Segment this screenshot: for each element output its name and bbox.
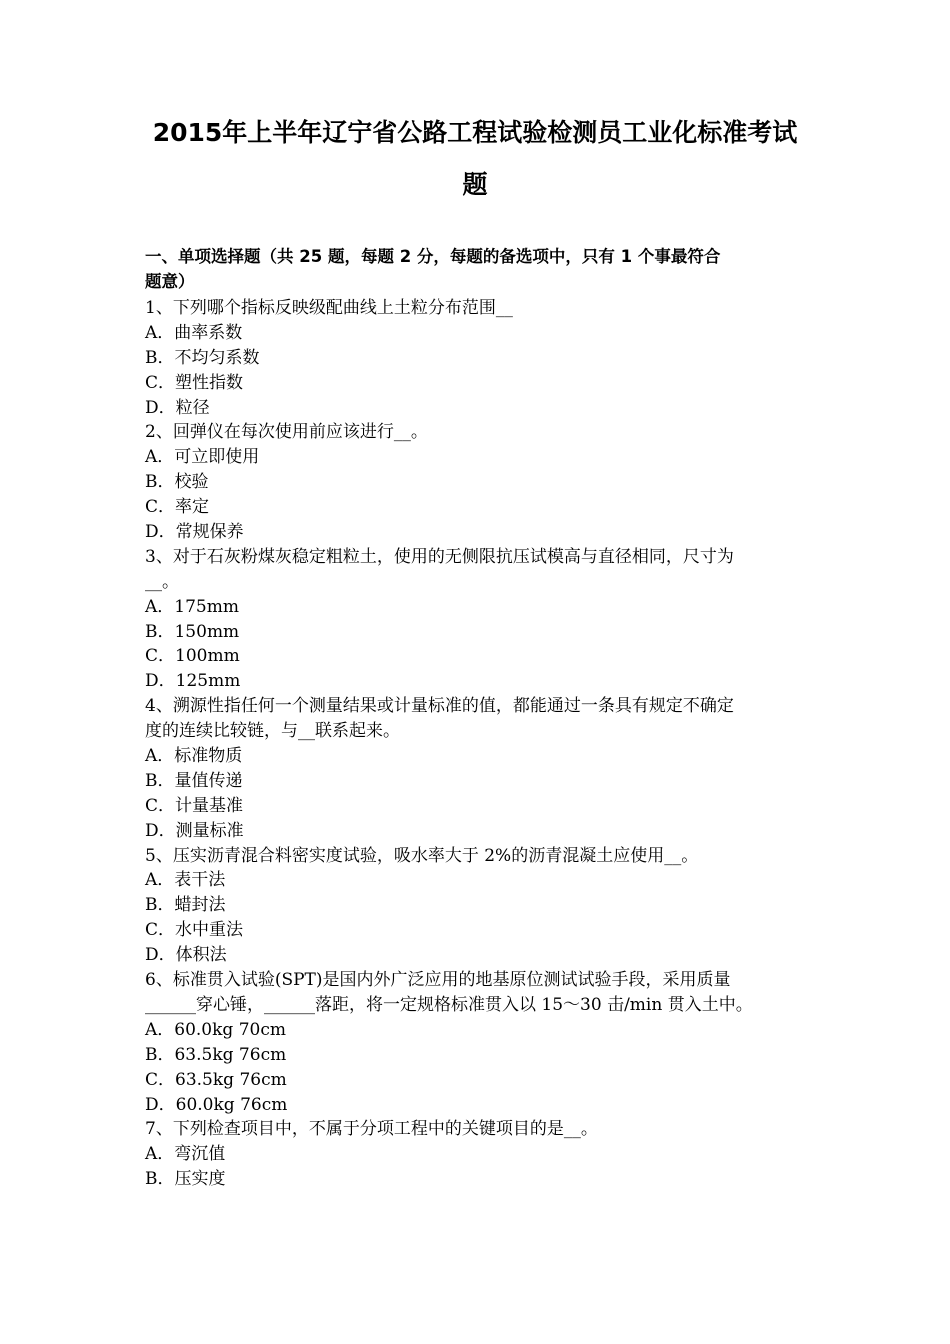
question-5-option-a: A．表干法	[145, 870, 226, 891]
question-3-option-c: C．100mm	[145, 646, 240, 667]
section-heading-line-1: 一、单项选择题（共 25 题，每题 2 分，每题的备选项中，只有 1 个事最符合	[145, 247, 721, 266]
question-4-option-d: D．测量标准	[145, 820, 244, 841]
question-1-option-d: D．粒径	[145, 397, 210, 418]
section-heading	[145, 244, 810, 294]
question-7-stem: 7、下列检查项目中，不属于分项工程中的关键项目的是__。	[145, 1119, 598, 1140]
question-3-stem-cont: __。	[145, 571, 179, 592]
question-1-stem: 1、下列哪个指标反映级配曲线上土粒分布范围__	[145, 298, 513, 318]
section-heading-line-2: 题意）	[145, 272, 195, 291]
question-6-stem-cont: ______穿心锤，______落距，将一定规格标准贯入以 15～30 击/min 贯入土中。	[145, 994, 753, 1015]
question-4-option-a: A．标准物质	[145, 746, 243, 767]
question-2-option-d: D．常规保养	[145, 522, 244, 543]
question-6-option-d: D．60.0kg 76cm	[145, 1094, 288, 1115]
question-3-option-a: A．175mm	[145, 596, 239, 617]
question-3-option-b: B．150mm	[145, 621, 240, 642]
question-4-option-c: C．计量基准	[145, 795, 244, 816]
question-6-option-c: C．63.5kg 76cm	[145, 1069, 287, 1090]
question-5-option-b: B．蜡封法	[145, 895, 226, 916]
question-3-option-d: D．125mm	[145, 671, 241, 692]
question-7-option-b: B．压实度	[145, 1169, 226, 1190]
question-1-option-a: A．曲率系数	[145, 322, 243, 343]
document-title-line-2: 题	[462, 170, 488, 199]
question-4-stem: 4、溯源性指任何一个测量结果或计量标准的值，都能通过一条具有规定不确定	[145, 696, 734, 717]
question-6-option-a: A．60.0kg 70cm	[145, 1019, 286, 1040]
document-title-line-1: 2015年上半年辽宁省公路工程试验检测员工业化标准考试	[152, 118, 798, 147]
question-2-option-b: B．校验	[145, 472, 209, 493]
question-1-option-b: B．不均匀系数	[145, 347, 260, 368]
question-1-option-c: C．塑性指数	[145, 372, 244, 393]
question-3-stem: 3、对于石灰粉煤灰稳定粗粒土，使用的无侧限抗压试模高与直径相同，尺寸为	[145, 546, 734, 567]
question-7-option-a: A．弯沉值	[145, 1144, 226, 1165]
question-2-option-a: A．可立即使用	[145, 447, 260, 468]
question-4-stem-cont: 度的连续比较链，与__联系起来。	[145, 721, 400, 742]
question-5-option-d: D．体积法	[145, 945, 227, 966]
question-6-stem: 6、标准贯入试验(SPT)是国内外广泛应用的地基原位测试试验手段，采用质量	[145, 970, 731, 991]
question-5-stem: 5、压实沥青混合料密实度试验，吸水率大于 2%的沥青混凝土应使用__。	[145, 845, 699, 866]
question-list	[145, 296, 815, 1192]
question-6-option-b: B．63.5kg 76cm	[145, 1044, 287, 1065]
question-5-option-c: C．水中重法	[145, 920, 244, 941]
question-2-stem: 2、回弹仪在每次使用前应该进行__。	[145, 422, 428, 443]
question-4-option-b: B．量值传递	[145, 770, 243, 791]
question-2-option-c: C．率定	[145, 497, 210, 518]
